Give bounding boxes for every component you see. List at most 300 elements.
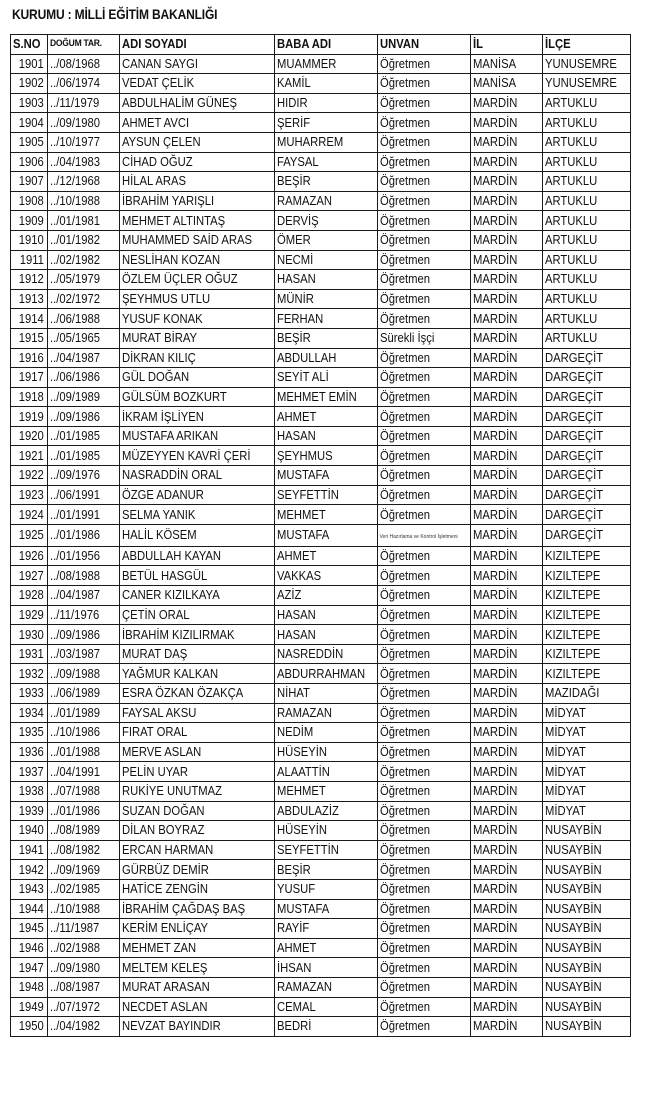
- cell-birth-date: ../01/1985: [47, 426, 119, 446]
- cell-district: DARGEÇİT: [542, 426, 630, 446]
- cell-title: Öğretmen: [377, 664, 470, 684]
- cell-sno: 1912: [11, 270, 48, 290]
- cell-birth-date: ../04/1983: [47, 152, 119, 172]
- cell-birth-date: ../08/1987: [47, 977, 119, 997]
- header-father-name: BABA ADI: [274, 35, 377, 55]
- cell-title: Öğretmen: [377, 684, 470, 704]
- cell-full-name: BETÜL HASGÜL: [119, 566, 274, 586]
- cell-district: NUSAYBİN: [542, 997, 630, 1017]
- cell-title: Öğretmen: [377, 172, 470, 192]
- cell-title: Öğretmen: [377, 546, 470, 566]
- cell-title: Öğretmen: [377, 191, 470, 211]
- cell-sno: 1941: [11, 840, 48, 860]
- cell-full-name: İKRAM İŞLİYEN: [119, 407, 274, 427]
- table-header-row: [11, 35, 631, 55]
- cell-district: KIZILTEPE: [542, 625, 630, 645]
- table-row: [11, 664, 631, 684]
- cell-birth-date: ../01/1989: [47, 703, 119, 723]
- cell-full-name: ŞEYHMUS UTLU: [119, 289, 274, 309]
- cell-sno: 1929: [11, 605, 48, 625]
- cell-title: Öğretmen: [377, 703, 470, 723]
- cell-title: Öğretmen: [377, 801, 470, 821]
- cell-full-name: İBRAHİM ÇAĞDAŞ BAŞ: [119, 899, 274, 919]
- cell-sno: 1940: [11, 821, 48, 841]
- cell-birth-date: ../01/1981: [47, 211, 119, 231]
- cell-title: Öğretmen: [377, 387, 470, 407]
- cell-province: MARDİN: [470, 684, 542, 704]
- cell-birth-date: ../10/1986: [47, 723, 119, 743]
- table-row: [11, 938, 631, 958]
- table-row: [11, 586, 631, 606]
- cell-sno: 1904: [11, 113, 48, 133]
- cell-father-name: ABDURRAHMAN: [274, 664, 377, 684]
- cell-sno: 1910: [11, 230, 48, 250]
- cell-father-name: MUSTAFA: [274, 524, 377, 546]
- cell-district: ARTUKLU: [542, 191, 630, 211]
- cell-father-name: MUHARREM: [274, 132, 377, 152]
- cell-sno: 1908: [11, 191, 48, 211]
- cell-title: Öğretmen: [377, 605, 470, 625]
- cell-full-name: NESLİHAN KOZAN: [119, 250, 274, 270]
- cell-province: MARDİN: [470, 505, 542, 525]
- cell-province: MARDİN: [470, 211, 542, 231]
- header-title: UNVAN: [377, 35, 470, 55]
- cell-province: MARDİN: [470, 387, 542, 407]
- cell-title: Öğretmen: [377, 54, 470, 74]
- cell-district: ARTUKLU: [542, 230, 630, 250]
- cell-district: ARTUKLU: [542, 152, 630, 172]
- cell-birth-date: ../12/1968: [47, 172, 119, 192]
- cell-district: KIZILTEPE: [542, 586, 630, 606]
- cell-father-name: RAMAZAN: [274, 977, 377, 997]
- cell-father-name: RAYİF: [274, 919, 377, 939]
- cell-full-name: RUKİYE UNUTMAZ: [119, 781, 274, 801]
- table-row: [11, 387, 631, 407]
- cell-sno: 1944: [11, 899, 48, 919]
- cell-district: MİDYAT: [542, 703, 630, 723]
- cell-sno: 1926: [11, 546, 48, 566]
- table-row: [11, 801, 631, 821]
- cell-full-name: CANER KIZILKAYA: [119, 586, 274, 606]
- cell-district: KIZILTEPE: [542, 546, 630, 566]
- cell-father-name: BEŞİR: [274, 172, 377, 192]
- cell-full-name: KERİM ENLİÇAY: [119, 919, 274, 939]
- cell-birth-date: ../10/1977: [47, 132, 119, 152]
- cell-full-name: MUHAMMED SAİD ARAS: [119, 230, 274, 250]
- cell-birth-date: ../04/1991: [47, 762, 119, 782]
- cell-father-name: VAKKAS: [274, 566, 377, 586]
- cell-full-name: HATİCE ZENGİN: [119, 879, 274, 899]
- cell-title: Öğretmen: [377, 152, 470, 172]
- cell-province: MARDİN: [470, 840, 542, 860]
- cell-sno: 1933: [11, 684, 48, 704]
- cell-title: Öğretmen: [377, 113, 470, 133]
- cell-full-name: ÖZLEM ÜÇLER OĞUZ: [119, 270, 274, 290]
- cell-full-name: MEHMET ZAN: [119, 938, 274, 958]
- cell-title: Öğretmen: [377, 899, 470, 919]
- table-row: [11, 860, 631, 880]
- cell-full-name: ESRA ÖZKAN ÖZAKÇA: [119, 684, 274, 704]
- cell-province: MARDİN: [470, 879, 542, 899]
- cell-province: MARDİN: [470, 407, 542, 427]
- cell-title: Öğretmen: [377, 289, 470, 309]
- cell-district: MİDYAT: [542, 742, 630, 762]
- cell-district: ARTUKLU: [542, 309, 630, 329]
- cell-full-name: MUSTAFA ARIKAN: [119, 426, 274, 446]
- cell-father-name: RAMAZAN: [274, 191, 377, 211]
- cell-father-name: HIDIR: [274, 93, 377, 113]
- cell-title: Öğretmen: [377, 485, 470, 505]
- cell-birth-date: ../09/1986: [47, 625, 119, 645]
- cell-title: Öğretmen: [377, 742, 470, 762]
- cell-father-name: İHSAN: [274, 958, 377, 978]
- cell-sno: 1937: [11, 762, 48, 782]
- cell-title: Öğretmen: [377, 919, 470, 939]
- cell-province: MARDİN: [470, 781, 542, 801]
- cell-district: ARTUKLU: [542, 289, 630, 309]
- cell-province: MARDİN: [470, 172, 542, 192]
- cell-province: MARDİN: [470, 566, 542, 586]
- cell-title: Öğretmen: [377, 781, 470, 801]
- cell-district: NUSAYBİN: [542, 840, 630, 860]
- cell-district: NUSAYBİN: [542, 879, 630, 899]
- table-row: [11, 348, 631, 368]
- table-row: [11, 625, 631, 645]
- cell-birth-date: ../02/1972: [47, 289, 119, 309]
- cell-district: DARGEÇİT: [542, 368, 630, 388]
- table-row: [11, 742, 631, 762]
- table-row: [11, 289, 631, 309]
- cell-father-name: MUAMMER: [274, 54, 377, 74]
- cell-sno: 1921: [11, 446, 48, 466]
- cell-sno: 1930: [11, 625, 48, 645]
- table-row: [11, 74, 631, 94]
- cell-title: Öğretmen: [377, 309, 470, 329]
- cell-full-name: DİKRAN KILIÇ: [119, 348, 274, 368]
- cell-district: NUSAYBİN: [542, 821, 630, 841]
- cell-district: KIZILTEPE: [542, 644, 630, 664]
- table-row: [11, 113, 631, 133]
- table-row: [11, 524, 631, 546]
- cell-birth-date: ../01/1985: [47, 446, 119, 466]
- cell-father-name: AZİZ: [274, 586, 377, 606]
- cell-title: Öğretmen: [377, 426, 470, 446]
- cell-district: NUSAYBİN: [542, 958, 630, 978]
- cell-province: MARDİN: [470, 524, 542, 546]
- table-row: [11, 566, 631, 586]
- cell-province: MARDİN: [470, 723, 542, 743]
- cell-province: MARDİN: [470, 899, 542, 919]
- cell-birth-date: ../04/1987: [47, 348, 119, 368]
- cell-full-name: HİLAL ARAS: [119, 172, 274, 192]
- cell-province: MARDİN: [470, 191, 542, 211]
- cell-birth-date: ../01/1956: [47, 546, 119, 566]
- cell-sno: 1901: [11, 54, 48, 74]
- cell-title: Öğretmen: [377, 1017, 470, 1037]
- cell-father-name: ABDULLAH: [274, 348, 377, 368]
- cell-title: Öğretmen: [377, 132, 470, 152]
- cell-district: DARGEÇİT: [542, 387, 630, 407]
- cell-sno: 1942: [11, 860, 48, 880]
- cell-province: MARDİN: [470, 132, 542, 152]
- cell-district: DARGEÇİT: [542, 348, 630, 368]
- cell-father-name: CEMAL: [274, 997, 377, 1017]
- cell-province: MARDİN: [470, 977, 542, 997]
- cell-birth-date: ../06/1991: [47, 485, 119, 505]
- table-row: [11, 368, 631, 388]
- table-row: [11, 309, 631, 329]
- cell-title: Sürekli İşçi: [377, 328, 470, 348]
- cell-father-name: SEYFETTİN: [274, 485, 377, 505]
- cell-province: MARDİN: [470, 152, 542, 172]
- cell-full-name: PELİN UYAR: [119, 762, 274, 782]
- cell-province: MARDİN: [470, 625, 542, 645]
- cell-title: Öğretmen: [377, 977, 470, 997]
- cell-full-name: İBRAHİM YARIŞLI: [119, 191, 274, 211]
- cell-sno: 1948: [11, 977, 48, 997]
- cell-full-name: AYSUN ÇELEN: [119, 132, 274, 152]
- cell-district: YUNUSEMRE: [542, 74, 630, 94]
- cell-father-name: SEYFETTİN: [274, 840, 377, 860]
- table-row: [11, 840, 631, 860]
- table-row: [11, 762, 631, 782]
- header-sno: S.NO: [11, 35, 48, 55]
- cell-title: Veri Hazırlama ve Kontrol İşletmeni: [377, 524, 470, 546]
- table-row: [11, 407, 631, 427]
- cell-father-name: BEDRİ: [274, 1017, 377, 1037]
- cell-province: MARDİN: [470, 93, 542, 113]
- cell-birth-date: ../02/1982: [47, 250, 119, 270]
- cell-full-name: NECDET ASLAN: [119, 997, 274, 1017]
- cell-father-name: NASREDDİN: [274, 644, 377, 664]
- cell-full-name: NEVZAT BAYINDIR: [119, 1017, 274, 1037]
- cell-district: NUSAYBİN: [542, 919, 630, 939]
- cell-sno: 1925: [11, 524, 48, 546]
- cell-title: Öğretmen: [377, 348, 470, 368]
- header-district: İLÇE: [542, 35, 630, 55]
- cell-title: Öğretmen: [377, 958, 470, 978]
- header-birth-date: DOĞUM TAR.: [47, 35, 119, 55]
- cell-father-name: RAMAZAN: [274, 703, 377, 723]
- cell-full-name: MELTEM KELEŞ: [119, 958, 274, 978]
- cell-birth-date: ../09/1980: [47, 113, 119, 133]
- cell-birth-date: ../09/1989: [47, 387, 119, 407]
- cell-birth-date: ../07/1972: [47, 997, 119, 1017]
- cell-sno: 1916: [11, 348, 48, 368]
- cell-sno: 1939: [11, 801, 48, 821]
- cell-sno: 1907: [11, 172, 48, 192]
- table-row: [11, 546, 631, 566]
- cell-title: Öğretmen: [377, 762, 470, 782]
- table-row: [11, 703, 631, 723]
- cell-full-name: FAYSAL AKSU: [119, 703, 274, 723]
- cell-province: MARDİN: [470, 309, 542, 329]
- cell-full-name: YAĞMUR KALKAN: [119, 664, 274, 684]
- cell-father-name: HÜSEYİN: [274, 742, 377, 762]
- cell-sno: 1902: [11, 74, 48, 94]
- table-row: [11, 152, 631, 172]
- cell-father-name: KAMİL: [274, 74, 377, 94]
- cell-birth-date: ../06/1974: [47, 74, 119, 94]
- table-row: [11, 899, 631, 919]
- cell-father-name: HASAN: [274, 605, 377, 625]
- table-row: [11, 466, 631, 486]
- cell-title: Öğretmen: [377, 879, 470, 899]
- cell-title: Öğretmen: [377, 860, 470, 880]
- cell-birth-date: ../01/1991: [47, 505, 119, 525]
- cell-sno: 1914: [11, 309, 48, 329]
- cell-father-name: MEHMET: [274, 781, 377, 801]
- table-row: [11, 230, 631, 250]
- cell-sno: 1909: [11, 211, 48, 231]
- cell-province: MARDİN: [470, 644, 542, 664]
- cell-sno: 1945: [11, 919, 48, 939]
- cell-sno: 1932: [11, 664, 48, 684]
- cell-province: MARDİN: [470, 997, 542, 1017]
- cell-full-name: AHMET AVCI: [119, 113, 274, 133]
- cell-title: Öğretmen: [377, 821, 470, 841]
- cell-father-name: ŞEYHMUS: [274, 446, 377, 466]
- table-row: [11, 270, 631, 290]
- cell-title: Öğretmen: [377, 997, 470, 1017]
- cell-full-name: MURAT BİRAY: [119, 328, 274, 348]
- cell-father-name: AHMET: [274, 546, 377, 566]
- cell-full-name: MERVE ASLAN: [119, 742, 274, 762]
- cell-district: YUNUSEMRE: [542, 54, 630, 74]
- cell-province: MARDİN: [470, 664, 542, 684]
- cell-sno: 1935: [11, 723, 48, 743]
- cell-father-name: YUSUF: [274, 879, 377, 899]
- cell-birth-date: ../09/1986: [47, 407, 119, 427]
- cell-full-name: ÖZGE ADANUR: [119, 485, 274, 505]
- cell-birth-date: ../04/1987: [47, 586, 119, 606]
- cell-father-name: NEDİM: [274, 723, 377, 743]
- cell-father-name: MUSTAFA: [274, 899, 377, 919]
- cell-title: Öğretmen: [377, 74, 470, 94]
- cell-full-name: VEDAT ÇELİK: [119, 74, 274, 94]
- cell-father-name: HASAN: [274, 625, 377, 645]
- cell-district: KIZILTEPE: [542, 605, 630, 625]
- cell-title: Öğretmen: [377, 250, 470, 270]
- cell-birth-date: ../01/1986: [47, 524, 119, 546]
- cell-full-name: SELMA YANIK: [119, 505, 274, 525]
- table-row: [11, 919, 631, 939]
- cell-birth-date: ../07/1988: [47, 781, 119, 801]
- cell-district: NUSAYBİN: [542, 1017, 630, 1037]
- cell-province: MARDİN: [470, 860, 542, 880]
- cell-birth-date: ../03/1987: [47, 644, 119, 664]
- cell-province: MARDİN: [470, 938, 542, 958]
- cell-father-name: DERVİŞ: [274, 211, 377, 231]
- cell-full-name: HALİL KÖSEM: [119, 524, 274, 546]
- cell-province: MARDİN: [470, 586, 542, 606]
- table-row: [11, 426, 631, 446]
- cell-province: MARDİN: [470, 605, 542, 625]
- table-row: [11, 605, 631, 625]
- cell-full-name: FIRAT ORAL: [119, 723, 274, 743]
- header-full-name: ADI SOYADI: [119, 35, 274, 55]
- cell-sno: 1915: [11, 328, 48, 348]
- cell-sno: 1931: [11, 644, 48, 664]
- table-row: [11, 172, 631, 192]
- cell-father-name: HASAN: [274, 270, 377, 290]
- cell-province: MANİSA: [470, 54, 542, 74]
- cell-sno: 1936: [11, 742, 48, 762]
- cell-province: MARDİN: [470, 348, 542, 368]
- cell-province: MARDİN: [470, 919, 542, 939]
- cell-birth-date: ../09/1980: [47, 958, 119, 978]
- cell-province: MARDİN: [470, 466, 542, 486]
- cell-province: MARDİN: [470, 230, 542, 250]
- cell-sno: 1928: [11, 586, 48, 606]
- cell-province: MARDİN: [470, 113, 542, 133]
- cell-title: Öğretmen: [377, 505, 470, 525]
- cell-district: DARGEÇİT: [542, 466, 630, 486]
- cell-province: MARDİN: [470, 958, 542, 978]
- cell-district: ARTUKLU: [542, 132, 630, 152]
- cell-birth-date: ../09/1988: [47, 664, 119, 684]
- cell-birth-date: ../08/1982: [47, 840, 119, 860]
- cell-father-name: MEHMET: [274, 505, 377, 525]
- table-row: [11, 977, 631, 997]
- cell-father-name: AHMET: [274, 407, 377, 427]
- table-row: [11, 211, 631, 231]
- cell-district: NUSAYBİN: [542, 899, 630, 919]
- cell-full-name: GÜRBÜZ DEMİR: [119, 860, 274, 880]
- table-row: [11, 191, 631, 211]
- cell-district: KIZILTEPE: [542, 566, 630, 586]
- cell-title: Öğretmen: [377, 368, 470, 388]
- cell-title: Öğretmen: [377, 407, 470, 427]
- cell-birth-date: ../09/1976: [47, 466, 119, 486]
- cell-father-name: MEHMET EMİN: [274, 387, 377, 407]
- cell-district: DARGEÇİT: [542, 505, 630, 525]
- table-row: [11, 644, 631, 664]
- cell-title: Öğretmen: [377, 270, 470, 290]
- cell-birth-date: ../08/1988: [47, 566, 119, 586]
- cell-sno: 1938: [11, 781, 48, 801]
- cell-birth-date: ../01/1988: [47, 742, 119, 762]
- table-row: [11, 132, 631, 152]
- cell-father-name: MUSTAFA: [274, 466, 377, 486]
- cell-title: Öğretmen: [377, 446, 470, 466]
- cell-sno: 1922: [11, 466, 48, 486]
- cell-district: ARTUKLU: [542, 172, 630, 192]
- cell-sno: 1927: [11, 566, 48, 586]
- cell-birth-date: ../08/1989: [47, 821, 119, 841]
- cell-district: DARGEÇİT: [542, 485, 630, 505]
- cell-sno: 1906: [11, 152, 48, 172]
- table-row: [11, 93, 631, 113]
- cell-sno: 1911: [11, 250, 48, 270]
- cell-father-name: AHMET: [274, 938, 377, 958]
- cell-full-name: ABDULLAH KAYAN: [119, 546, 274, 566]
- cell-district: DARGEÇİT: [542, 446, 630, 466]
- cell-title: Öğretmen: [377, 938, 470, 958]
- cell-province: MARDİN: [470, 446, 542, 466]
- cell-province: MARDİN: [470, 250, 542, 270]
- table-row: [11, 958, 631, 978]
- cell-district: NUSAYBİN: [542, 860, 630, 880]
- cell-father-name: HÜSEYİN: [274, 821, 377, 841]
- cell-province: MARDİN: [470, 821, 542, 841]
- cell-birth-date: ../08/1968: [47, 54, 119, 74]
- table-row: [11, 328, 631, 348]
- cell-sno: 1919: [11, 407, 48, 427]
- cell-district: ARTUKLU: [542, 250, 630, 270]
- table-row: [11, 879, 631, 899]
- cell-full-name: MURAT DAŞ: [119, 644, 274, 664]
